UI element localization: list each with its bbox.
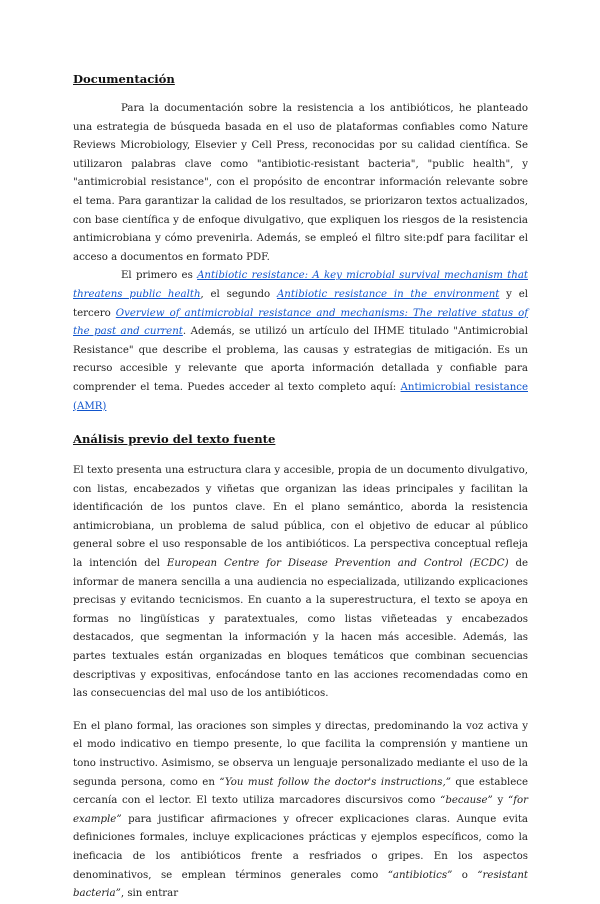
heading-analisis: Análisis previo del texto fuente bbox=[73, 432, 276, 447]
formal-text-1: En el plano formal, las oraciones son simples y directas, predominando la voz activa y el modo indicativo en tiempo presente, lo que facilita la comprensión y mantiene un tono instructivo. Asimismo, se observa un lenguaje personalizado mediante el uso de la segunda persona, como en bbox=[73, 720, 528, 788]
link-article-1[interactable]: Antibiotic resistance: A key microbial survival mechanism that threatens public health bbox=[73, 270, 529, 300]
link-article-3[interactable]: Overview of antimicrobial resistance and mechanisms: The relative status of the past and current bbox=[73, 307, 528, 338]
analysis-ecdc: European Centre for Disease Prevention and Control (ECDC) bbox=[166, 558, 509, 570]
sources-text-4: . Además, se utilizó un artículo del IHME titulado "Antimicrobial Resistance" que describe el problema, las causas y estrategias de mitigación. Es un recurso accesible y relevante que aporta información detallada y confiable para comprender el tema. Puedes acceder al texto completo aquí: bbox=[73, 326, 529, 393]
formal-quote-5: “resistant bacteria” bbox=[73, 869, 528, 900]
formal-text-6: , sin entrar bbox=[120, 888, 179, 900]
paragraph-formal-analysis bbox=[73, 718, 528, 904]
document-body bbox=[73, 70, 528, 904]
formal-quote-3: “for example” bbox=[73, 795, 529, 825]
sources-text-1: El primero es bbox=[121, 270, 198, 282]
analysis-text-1: El texto presenta una estructura clara y accesible, propia de un documento divulgativo, con listas, encabezados y viñetas que organizan las ideas principales y facilitan la identificación de los puntos clave. En el plano semántico, aborda la resistencia antimicrobiana, un problema de salud pública, con el objetivo de educar al público general sobre el uso responsable de los antibióticos. La perspectiva conceptual refleja la intención del bbox=[73, 465, 528, 570]
formal-quote-4: “antibiotics” bbox=[387, 869, 453, 881]
link-amr[interactable]: Antimicrobial resistance (AMR) bbox=[73, 381, 528, 412]
formal-quote-1: “You must follow the doctor's instructions,” bbox=[219, 776, 451, 788]
sources-text-2: , el segundo bbox=[200, 288, 277, 300]
formal-text-3: y bbox=[492, 795, 509, 807]
formal-quote-2: “because” bbox=[440, 795, 493, 807]
analysis-text-2: de informar de manera sencilla a una audiencia no especializada, utilizando explicaciones precisas y evitando tecnicismos. En cuanto a la superestructura, el texto se apoya en formas no lingüísticas y paratextuales, como listas viñeteadas y encabezados destacados, que segmentan la información y la hacen más accesible. Además, las partes textuales están organizadas en bloques temáticos que combinan secuencias descriptivas y expositivas, enfocándose tanto en las acciones recomendadas como en las consecuencias del mal uso de los antibióticos. bbox=[73, 558, 528, 700]
link-article-2[interactable]: Antibiotic resistance in the environment bbox=[276, 288, 500, 300]
sources-text-3: y el tercero bbox=[73, 288, 528, 319]
paragraph-search-strategy: Para la documentación sobre la resistencia a los antibióticos, he planteado una estrategia de búsqueda basada en el uso de plataformas confiables como Nature Reviews Microbiology, Elsevier y Cell Press, reconocidas por su calidad científica. Se utilizaron palabras clave como "antibiotic-resistant bacteria", "public health", y "antimicrobial resistance", con el propósito de encontrar información relevante sobre el tema. Para garantizar la calidad de los resultados, se priorizaron textos actualizados, con base científica y de enfoque divulgativo, que expliquen los riesgos de la resistencia antimicrobiana y cómo prevenirla. Además, se empleó el filtro site:pdf para facilitar el acceso a documentos en formato PDF. bbox=[73, 103, 528, 263]
paragraph-sources bbox=[73, 267, 528, 416]
formal-text-4: para justificar afirmaciones y ofrecer explicaciones claras. Aunque evita definiciones formales, incluye explicaciones prácticas y ejemplos específicos, como la ineficacia de los antibióticos frente a resfriados o gripes. En los aspectos denominativos, se emplean términos generales como bbox=[73, 813, 528, 881]
formal-text-5: o bbox=[452, 869, 478, 881]
formal-text-2: que establece cercanía con el lector. El texto utiliza marcadores discursivos como bbox=[73, 776, 529, 807]
paragraph-structure-analysis bbox=[73, 462, 528, 704]
heading-documentacion: Documentación bbox=[73, 72, 175, 86]
